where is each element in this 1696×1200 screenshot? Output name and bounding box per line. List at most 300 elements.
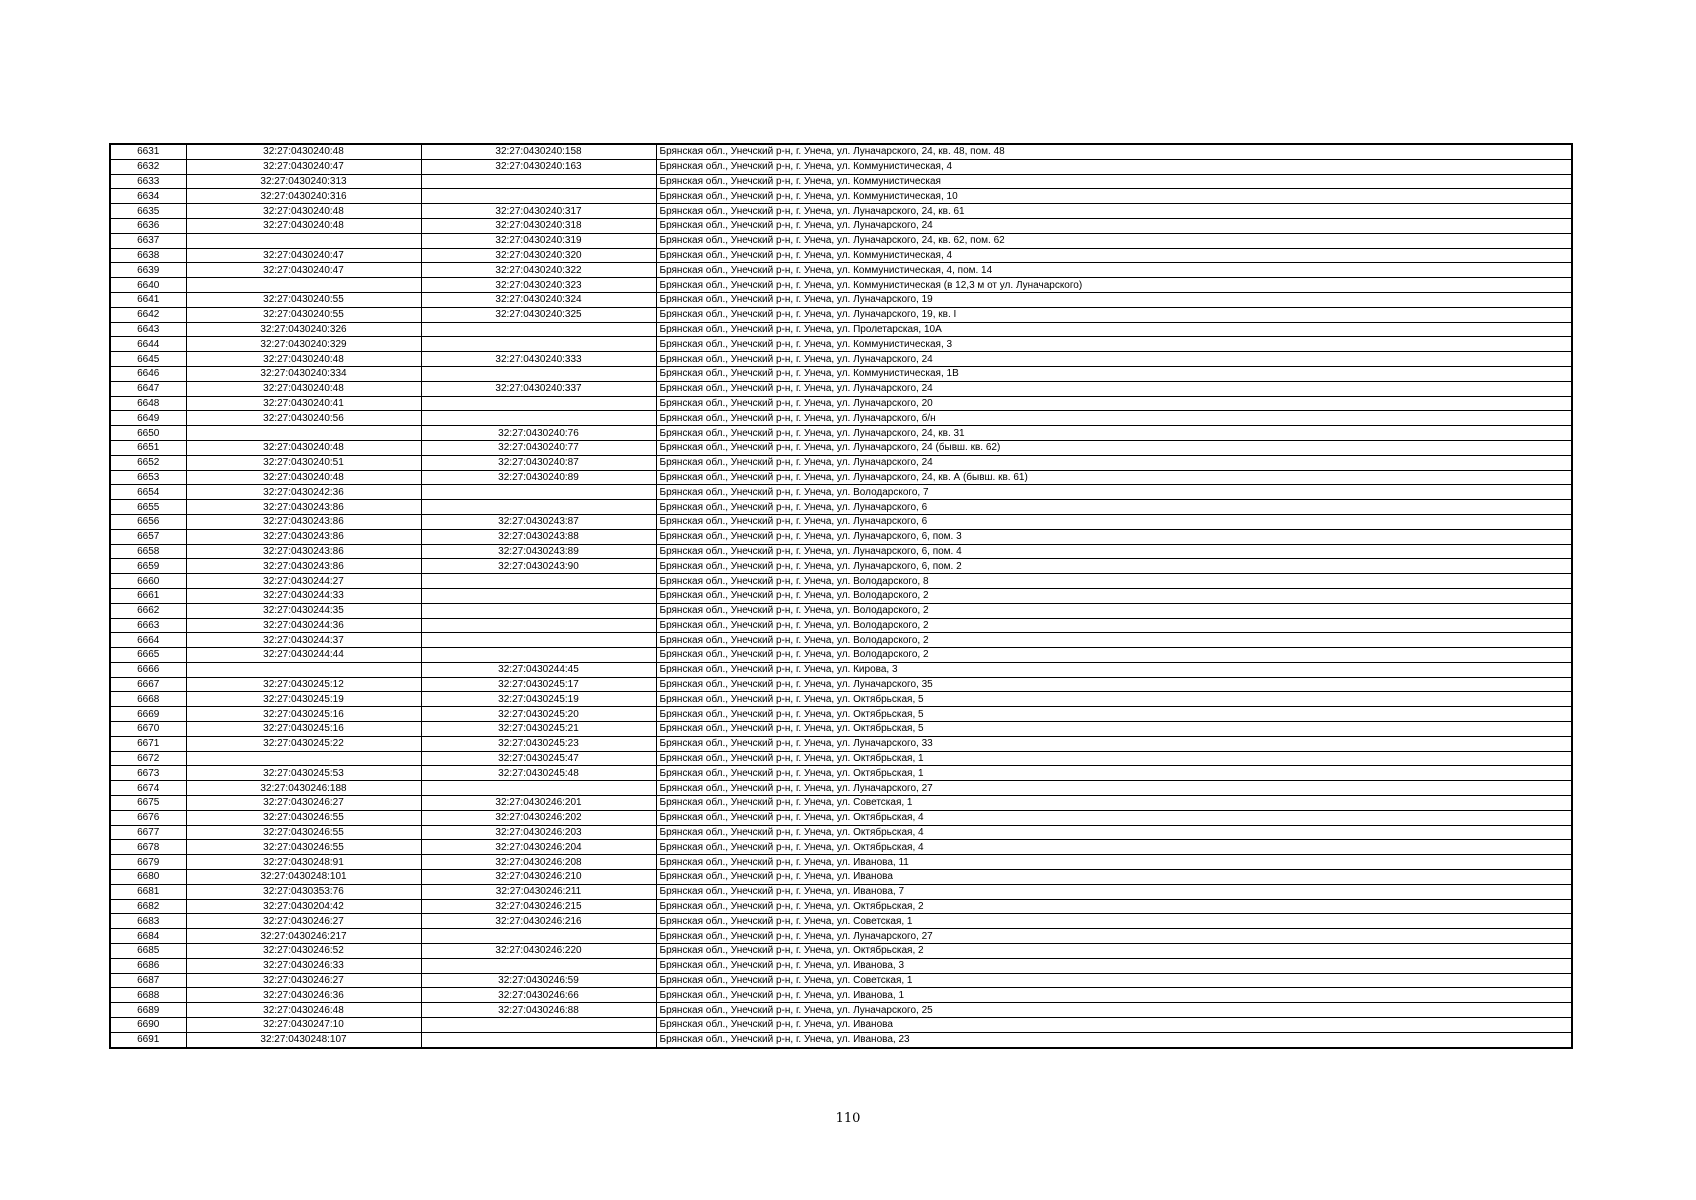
cadastral-number-parent: 32:27:0430245:53 [186, 766, 421, 781]
address: Брянская обл., Унечский р-н, г. Унеча, ул. Луначарского, 24 [656, 455, 1572, 470]
table-row [110, 884, 1572, 899]
table-row [110, 914, 1572, 929]
cadastral-number [421, 189, 656, 204]
cadastral-number-parent: 32:27:0430246:55 [186, 825, 421, 840]
address: Брянская обл., Унечский р-н, г. Унеча, ул. Коммунистическая, 4, пом. 14 [656, 263, 1572, 278]
address: Брянская обл., Унечский р-н, г. Унеча, ул. Октябрьская, 4 [656, 840, 1572, 855]
table-row [110, 144, 1572, 159]
cadastral-number-parent: 32:27:0430240:48 [186, 440, 421, 455]
cadastral-number-parent: 32:27:0430246:27 [186, 973, 421, 988]
address: Брянская обл., Унечский р-н, г. Унеча, ул. Луначарского, 6, пом. 4 [656, 544, 1572, 559]
cadastral-number: 32:27:0430240:333 [421, 352, 656, 367]
cadastral-number-parent: 32:27:0430243:86 [186, 500, 421, 515]
address: Брянская обл., Унечский р-н, г. Унеча, ул. Иванова, 7 [656, 884, 1572, 899]
table-row [110, 204, 1572, 219]
address: Брянская обл., Унечский р-н, г. Унеча, ул. Коммунистическая, 1В [656, 366, 1572, 381]
row-number: 6660 [110, 574, 186, 589]
cadastral-number-parent [186, 426, 421, 441]
cadastral-number: 32:27:0430243:89 [421, 544, 656, 559]
address: Брянская обл., Унечский р-н, г. Унеча, ул. Октябрьская, 2 [656, 944, 1572, 959]
row-number: 6661 [110, 588, 186, 603]
row-number: 6671 [110, 736, 186, 751]
address: Брянская обл., Унечский р-н, г. Унеча, ул. Коммунистическая, 10 [656, 189, 1572, 204]
address: Брянская обл., Унечский р-н, г. Унеча, ул. Пролетарская, 10А [656, 322, 1572, 337]
cadastral-number: 32:27:0430240:318 [421, 218, 656, 233]
address: Брянская обл., Унечский р-н, г. Унеча, ул. Октябрьская, 5 [656, 722, 1572, 737]
table-row [110, 825, 1572, 840]
cadastral-number [421, 1018, 656, 1033]
table-row [110, 455, 1572, 470]
row-number: 6656 [110, 514, 186, 529]
page-number: 110 [835, 1111, 861, 1126]
row-number: 6648 [110, 396, 186, 411]
row-number: 6650 [110, 426, 186, 441]
address: Брянская обл., Унечский р-н, г. Унеча, ул. Луначарского, 25 [656, 1003, 1572, 1018]
row-number: 6666 [110, 662, 186, 677]
cadastral-number-parent: 32:27:0430353:76 [186, 884, 421, 899]
table-row [110, 574, 1572, 589]
row-number: 6634 [110, 189, 186, 204]
cadastral-number [421, 618, 656, 633]
cadastral-number [421, 588, 656, 603]
table-row [110, 1018, 1572, 1033]
cadastral-number-parent: 32:27:0430246:55 [186, 810, 421, 825]
row-number: 6639 [110, 263, 186, 278]
address: Брянская обл., Унечский р-н, г. Унеча, ул. Коммунистическая [656, 174, 1572, 189]
row-number: 6659 [110, 559, 186, 574]
table-row [110, 958, 1572, 973]
table-row [110, 396, 1572, 411]
cadastral-number: 32:27:0430245:17 [421, 677, 656, 692]
table-row [110, 470, 1572, 485]
table-row [110, 352, 1572, 367]
row-number: 6674 [110, 781, 186, 796]
table-row [110, 722, 1572, 737]
table-row [110, 174, 1572, 189]
cadastral-number: 32:27:0430246:215 [421, 899, 656, 914]
row-number: 6684 [110, 929, 186, 944]
table-row [110, 514, 1572, 529]
cadastral-number-parent: 32:27:0430204:42 [186, 899, 421, 914]
cadastral-number-parent: 32:27:0430246:188 [186, 781, 421, 796]
cadastral-number: 32:27:0430243:90 [421, 559, 656, 574]
cadastral-number-parent: 32:27:0430246:48 [186, 1003, 421, 1018]
table-row [110, 796, 1572, 811]
cadastral-number-parent: 32:27:0430246:33 [186, 958, 421, 973]
row-number: 6686 [110, 958, 186, 973]
table-row [110, 233, 1572, 248]
cadastral-number-parent: 32:27:0430240:316 [186, 189, 421, 204]
row-number: 6662 [110, 603, 186, 618]
table-row [110, 766, 1572, 781]
row-number: 6637 [110, 233, 186, 248]
cadastral-number-parent: 32:27:0430245:16 [186, 722, 421, 737]
address: Брянская обл., Унечский р-н, г. Унеча, ул. Кирова, 3 [656, 662, 1572, 677]
cadastral-number: 32:27:0430240:319 [421, 233, 656, 248]
cadastral-number-parent: 32:27:0430246:52 [186, 944, 421, 959]
cadastral-number-parent: 32:27:0430240:48 [186, 381, 421, 396]
address: Брянская обл., Унечский р-н, г. Унеча, ул. Иванова, 23 [656, 1032, 1572, 1047]
cadastral-number-parent: 32:27:0430244:36 [186, 618, 421, 633]
cadastral-number [421, 633, 656, 648]
row-number: 6663 [110, 618, 186, 633]
cadastral-number: 32:27:0430240:89 [421, 470, 656, 485]
table-row [110, 263, 1572, 278]
table-row [110, 1032, 1572, 1047]
address: Брянская обл., Унечский р-н, г. Унеча, ул. Октябрьская, 1 [656, 766, 1572, 781]
table-row [110, 662, 1572, 677]
address: Брянская обл., Унечский р-н, г. Унеча, ул. Иванова, 3 [656, 958, 1572, 973]
cadastral-number-parent: 32:27:0430240:47 [186, 159, 421, 174]
cadastral-number: 32:27:0430240:158 [421, 144, 656, 159]
table-row [110, 810, 1572, 825]
address: Брянская обл., Унечский р-н, г. Унеча, ул. Луначарского, 24, кв. 62, пом. 62 [656, 233, 1572, 248]
cadastral-number [421, 603, 656, 618]
row-number: 6642 [110, 307, 186, 322]
table-row [110, 292, 1572, 307]
row-number: 6665 [110, 648, 186, 663]
cadastral-number: 32:27:0430246:210 [421, 870, 656, 885]
cadastral-number [421, 500, 656, 515]
cadastral-number-parent: 32:27:0430246:36 [186, 988, 421, 1003]
table-row [110, 929, 1572, 944]
row-number: 6664 [110, 633, 186, 648]
table-row [110, 189, 1572, 204]
address: Брянская обл., Унечский р-н, г. Унеча, ул. Луначарского, 6 [656, 500, 1572, 515]
address: Брянская обл., Унечский р-н, г. Унеча, ул. Луначарского, б/н [656, 411, 1572, 426]
cadastral-number: 32:27:0430240:337 [421, 381, 656, 396]
table-row [110, 973, 1572, 988]
row-number: 6668 [110, 692, 186, 707]
cadastral-number: 32:27:0430246:203 [421, 825, 656, 840]
cadastral-number-parent: 32:27:0430245:12 [186, 677, 421, 692]
row-number: 6676 [110, 810, 186, 825]
address: Брянская обл., Унечский р-н, г. Унеча, ул. Луначарского, 24 [656, 381, 1572, 396]
table-row [110, 544, 1572, 559]
address: Брянская обл., Унечский р-н, г. Унеча, ул. Володарского, 2 [656, 633, 1572, 648]
cadastral-number-parent: 32:27:0430240:48 [186, 204, 421, 219]
cadastral-number: 32:27:0430240:323 [421, 278, 656, 293]
table-row [110, 529, 1572, 544]
address: Брянская обл., Унечский р-н, г. Унеча, ул. Иванова [656, 870, 1572, 885]
address: Брянская обл., Унечский р-н, г. Унеча, ул. Луначарского, 27 [656, 929, 1572, 944]
row-number: 6638 [110, 248, 186, 263]
address: Брянская обл., Унечский р-н, г. Унеча, ул. Советская, 1 [656, 796, 1572, 811]
row-number: 6689 [110, 1003, 186, 1018]
row-number: 6690 [110, 1018, 186, 1033]
row-number: 6636 [110, 218, 186, 233]
cadastral-number: 32:27:0430240:322 [421, 263, 656, 278]
cadastral-number: 32:27:0430246:59 [421, 973, 656, 988]
cadastral-number: 32:27:0430245:48 [421, 766, 656, 781]
row-number: 6675 [110, 796, 186, 811]
cadastral-number [421, 337, 656, 352]
cadastral-number: 32:27:0430240:325 [421, 307, 656, 322]
cadastral-number: 32:27:0430240:324 [421, 292, 656, 307]
address: Брянская обл., Унечский р-н, г. Унеча, ул. Володарского, 2 [656, 648, 1572, 663]
cadastral-number [421, 411, 656, 426]
cadastral-number [421, 648, 656, 663]
address: Брянская обл., Унечский р-н, г. Унеча, ул. Луначарского, 6 [656, 514, 1572, 529]
cadastral-number: 32:27:0430240:163 [421, 159, 656, 174]
row-number: 6655 [110, 500, 186, 515]
cadastral-number-parent: 32:27:0430244:44 [186, 648, 421, 663]
cadastral-number-parent: 32:27:0430246:27 [186, 796, 421, 811]
table-row [110, 944, 1572, 959]
row-number: 6646 [110, 366, 186, 381]
cadastral-number: 32:27:0430244:45 [421, 662, 656, 677]
row-number: 6652 [110, 455, 186, 470]
cadastral-number-parent: 32:27:0430245:19 [186, 692, 421, 707]
address: Брянская обл., Унечский р-н, г. Унеча, ул. Советская, 1 [656, 973, 1572, 988]
table-row [110, 366, 1572, 381]
table-row [110, 692, 1572, 707]
address: Брянская обл., Унечский р-н, г. Унеча, ул. Октябрьская, 4 [656, 810, 1572, 825]
cadastral-number-parent: 32:27:0430245:22 [186, 736, 421, 751]
row-number: 6669 [110, 707, 186, 722]
cadastral-number-parent: 32:27:0430240:56 [186, 411, 421, 426]
table-row [110, 751, 1572, 766]
cadastral-number-parent: 32:27:0430240:55 [186, 307, 421, 322]
address: Брянская обл., Унечский р-н, г. Унеча, ул. Луначарского, 20 [656, 396, 1572, 411]
address: Брянская обл., Унечский р-н, г. Унеча, ул. Луначарского, 6, пом. 2 [656, 559, 1572, 574]
address: Брянская обл., Унечский р-н, г. Унеча, ул. Коммунистическая, 4 [656, 159, 1572, 174]
cadastral-number: 32:27:0430240:320 [421, 248, 656, 263]
table-row [110, 381, 1572, 396]
table-row [110, 248, 1572, 263]
address: Брянская обл., Унечский р-н, г. Унеча, ул. Володарского, 2 [656, 588, 1572, 603]
cadastral-number-parent: 32:27:0430247:10 [186, 1018, 421, 1033]
cadastral-number [421, 366, 656, 381]
cadastral-number: 32:27:0430245:21 [421, 722, 656, 737]
cadastral-number-parent [186, 233, 421, 248]
row-number: 6632 [110, 159, 186, 174]
cadastral-number-parent: 32:27:0430246:27 [186, 914, 421, 929]
cadastral-number [421, 958, 656, 973]
table-row [110, 278, 1572, 293]
table-row [110, 603, 1572, 618]
address: Брянская обл., Унечский р-н, г. Унеча, ул. Иванова [656, 1018, 1572, 1033]
cadastral-number [421, 485, 656, 500]
cadastral-number: 32:27:0430245:47 [421, 751, 656, 766]
row-number: 6670 [110, 722, 186, 737]
address: Брянская обл., Унечский р-н, г. Унеча, ул. Коммунистическая, 4 [656, 248, 1572, 263]
cadastral-number: 32:27:0430245:23 [421, 736, 656, 751]
address: Брянская обл., Унечский р-н, г. Унеча, ул. Октябрьская, 5 [656, 707, 1572, 722]
address: Брянская обл., Унечский р-н, г. Унеча, ул. Коммунистическая, 3 [656, 337, 1572, 352]
cadastral-number-parent: 32:27:0430240:48 [186, 144, 421, 159]
cadastral-number-parent [186, 751, 421, 766]
cadastral-number-parent: 32:27:0430240:48 [186, 352, 421, 367]
cadastral-number-parent: 32:27:0430243:86 [186, 559, 421, 574]
address: Брянская обл., Унечский р-н, г. Унеча, ул. Луначарского, 19 [656, 292, 1572, 307]
cadastral-number-parent: 32:27:0430240:47 [186, 248, 421, 263]
address: Брянская обл., Унечский р-н, г. Унеча, ул. Октябрьская, 1 [656, 751, 1572, 766]
cadastral-number-parent: 32:27:0430240:51 [186, 455, 421, 470]
row-number: 6683 [110, 914, 186, 929]
cadastral-number-parent: 32:27:0430240:329 [186, 337, 421, 352]
row-number: 6641 [110, 292, 186, 307]
cadastral-number: 32:27:0430246:216 [421, 914, 656, 929]
address: Брянская обл., Унечский р-н, г. Унеча, ул. Луначарского, 19, кв. I [656, 307, 1572, 322]
cadastral-number-parent: 32:27:0430244:37 [186, 633, 421, 648]
address: Брянская обл., Унечский р-н, г. Унеча, ул. Коммунистическая (в 12,3 м от ул. Луначарского) [656, 278, 1572, 293]
table-row [110, 899, 1572, 914]
cadastral-number: 32:27:0430243:88 [421, 529, 656, 544]
address: Брянская обл., Унечский р-н, г. Унеча, ул. Луначарского, 24 [656, 218, 1572, 233]
cadastral-number: 32:27:0430246:204 [421, 840, 656, 855]
address: Брянская обл., Унечский р-н, г. Унеча, ул. Володарского, 7 [656, 485, 1572, 500]
address: Брянская обл., Унечский р-н, г. Унеча, ул. Володарского, 2 [656, 618, 1572, 633]
cadastral-number-parent: 32:27:0430248:101 [186, 870, 421, 885]
table-row [110, 988, 1572, 1003]
cadastral-number: 32:27:0430246:220 [421, 944, 656, 959]
cadastral-number: 32:27:0430240:76 [421, 426, 656, 441]
address: Брянская обл., Унечский р-н, г. Унеча, ул. Луначарского, 24, кв. 31 [656, 426, 1572, 441]
table-row [110, 440, 1572, 455]
table-row [110, 426, 1572, 441]
cadastral-number-parent: 32:27:0430240:48 [186, 218, 421, 233]
row-number: 6688 [110, 988, 186, 1003]
row-number: 6687 [110, 973, 186, 988]
address: Брянская обл., Унечский р-н, г. Унеча, ул. Луначарского, 24, кв. А (бывш. кв. 61) [656, 470, 1572, 485]
table-row [110, 618, 1572, 633]
row-number: 6633 [110, 174, 186, 189]
cadastral-number-parent: 32:27:0430244:33 [186, 588, 421, 603]
cadastral-number-parent: 32:27:0430240:55 [186, 292, 421, 307]
cadastral-number: 32:27:0430245:20 [421, 707, 656, 722]
row-number: 6681 [110, 884, 186, 899]
row-number: 6685 [110, 944, 186, 959]
cadastral-number-parent: 32:27:0430240:326 [186, 322, 421, 337]
row-number: 6653 [110, 470, 186, 485]
cadastral-number-parent: 32:27:0430240:41 [186, 396, 421, 411]
table-row [110, 707, 1572, 722]
cadastral-number-parent: 32:27:0430246:55 [186, 840, 421, 855]
row-number: 6680 [110, 870, 186, 885]
cadastral-number: 32:27:0430240:87 [421, 455, 656, 470]
row-number: 6682 [110, 899, 186, 914]
address: Брянская обл., Унечский р-н, г. Унеча, ул. Октябрьская, 5 [656, 692, 1572, 707]
address: Брянская обл., Унечский р-н, г. Унеча, ул. Володарского, 2 [656, 603, 1572, 618]
row-number: 6679 [110, 855, 186, 870]
cadastral-number-parent: 32:27:0430244:27 [186, 574, 421, 589]
row-number: 6672 [110, 751, 186, 766]
table-row [110, 870, 1572, 885]
row-number: 6631 [110, 144, 186, 159]
row-number: 6635 [110, 204, 186, 219]
row-number: 6657 [110, 529, 186, 544]
table-row [110, 337, 1572, 352]
cadastral-table [109, 143, 1573, 1049]
address: Брянская обл., Унечский р-н, г. Унеча, ул. Советская, 1 [656, 914, 1572, 929]
cadastral-number: 32:27:0430246:88 [421, 1003, 656, 1018]
table-row [110, 1003, 1572, 1018]
address: Брянская обл., Унечский р-н, г. Унеча, ул. Луначарского, 6, пом. 3 [656, 529, 1572, 544]
table-row [110, 781, 1572, 796]
cadastral-number [421, 322, 656, 337]
address: Брянская обл., Унечский р-н, г. Унеча, ул. Луначарского, 33 [656, 736, 1572, 751]
row-number: 6658 [110, 544, 186, 559]
address: Брянская обл., Унечский р-н, г. Унеча, ул. Октябрьская, 4 [656, 825, 1572, 840]
address: Брянская обл., Унечский р-н, г. Унеча, ул. Луначарского, 24, кв. 61 [656, 204, 1572, 219]
cadastral-number-parent: 32:27:0430240:334 [186, 366, 421, 381]
cadastral-number: 32:27:0430240:77 [421, 440, 656, 455]
row-number: 6643 [110, 322, 186, 337]
address: Брянская обл., Унечский р-н, г. Унеча, ул. Володарского, 8 [656, 574, 1572, 589]
table-row [110, 648, 1572, 663]
cadastral-number: 32:27:0430240:317 [421, 204, 656, 219]
table-row [110, 677, 1572, 692]
cadastral-number: 32:27:0430246:202 [421, 810, 656, 825]
table-row [110, 500, 1572, 515]
cadastral-number-parent [186, 278, 421, 293]
table-row [110, 736, 1572, 751]
cadastral-number: 32:27:0430246:211 [421, 884, 656, 899]
table-row [110, 485, 1572, 500]
cadastral-number-parent: 32:27:0430242:36 [186, 485, 421, 500]
table-row [110, 633, 1572, 648]
table-row [110, 322, 1572, 337]
address: Брянская обл., Унечский р-н, г. Унеча, ул. Иванова, 11 [656, 855, 1572, 870]
row-number: 6647 [110, 381, 186, 396]
row-number: 6667 [110, 677, 186, 692]
cadastral-number: 32:27:0430246:66 [421, 988, 656, 1003]
table-row [110, 411, 1572, 426]
row-number: 6649 [110, 411, 186, 426]
row-number: 6644 [110, 337, 186, 352]
address: Брянская обл., Унечский р-н, г. Унеча, ул. Октябрьская, 2 [656, 899, 1572, 914]
cadastral-number-parent: 32:27:0430243:86 [186, 544, 421, 559]
cadastral-number-parent: 32:27:0430248:107 [186, 1032, 421, 1047]
cadastral-number-parent: 32:27:0430240:47 [186, 263, 421, 278]
table-row [110, 218, 1572, 233]
table-row [110, 307, 1572, 322]
table-row [110, 588, 1572, 603]
cadastral-number [421, 781, 656, 796]
table-row [110, 559, 1572, 574]
cadastral-number-parent [186, 662, 421, 677]
address: Брянская обл., Унечский р-н, г. Унеча, ул. Луначарского, 24 (бывш. кв. 62) [656, 440, 1572, 455]
row-number: 6640 [110, 278, 186, 293]
row-number: 6654 [110, 485, 186, 500]
address: Брянская обл., Унечский р-н, г. Унеча, ул. Луначарского, 24 [656, 352, 1572, 367]
cadastral-number-parent: 32:27:0430243:86 [186, 529, 421, 544]
row-number: 6677 [110, 825, 186, 840]
address: Брянская обл., Унечский р-н, г. Унеча, ул. Луначарского, 27 [656, 781, 1572, 796]
cadastral-number-parent: 32:27:0430240:48 [186, 470, 421, 485]
cadastral-number [421, 574, 656, 589]
cadastral-number: 32:27:0430246:201 [421, 796, 656, 811]
cadastral-number-parent: 32:27:0430240:313 [186, 174, 421, 189]
row-number: 6678 [110, 840, 186, 855]
address: Брянская обл., Унечский р-н, г. Унеча, ул. Иванова, 1 [656, 988, 1572, 1003]
cadastral-number [421, 174, 656, 189]
table-row [110, 855, 1572, 870]
cadastral-number [421, 929, 656, 944]
row-number: 6651 [110, 440, 186, 455]
table-body [110, 144, 1572, 1048]
row-number: 6691 [110, 1032, 186, 1047]
address: Брянская обл., Унечский р-н, г. Унеча, ул. Луначарского, 35 [656, 677, 1572, 692]
cadastral-number [421, 396, 656, 411]
cadastral-number-parent: 32:27:0430246:217 [186, 929, 421, 944]
table-row [110, 840, 1572, 855]
cadastral-number-parent: 32:27:0430244:35 [186, 603, 421, 618]
cadastral-number [421, 1032, 656, 1047]
cadastral-number-parent: 32:27:0430245:16 [186, 707, 421, 722]
cadastral-number: 32:27:0430243:87 [421, 514, 656, 529]
